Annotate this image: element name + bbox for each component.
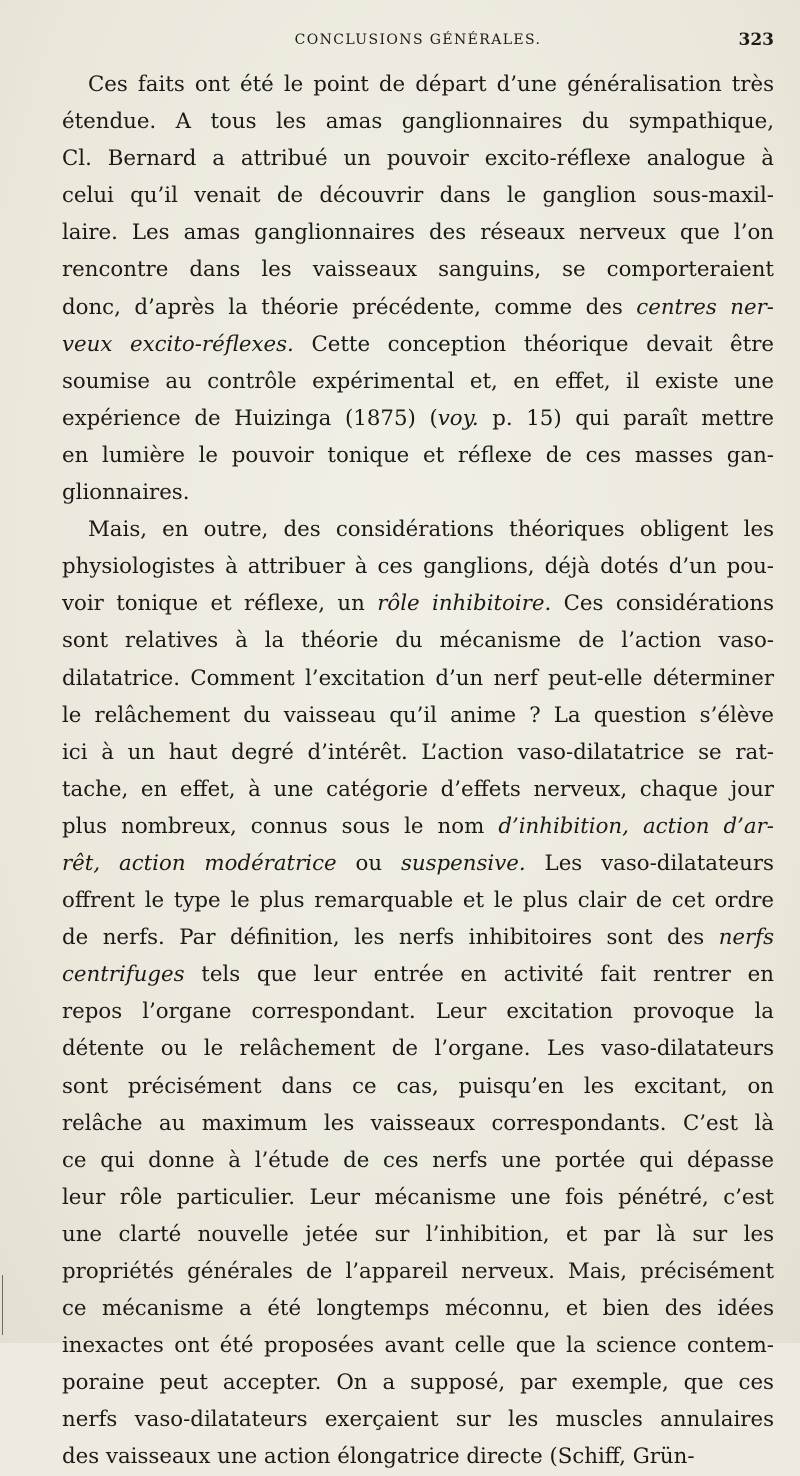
italic-text: rêt, action modératrice	[62, 850, 337, 876]
text-run: donc, d’après la théorie précédente, comme des	[62, 294, 637, 320]
text-line	[62, 251, 774, 288]
text-line	[62, 474, 774, 511]
italic-text: d’inhibition, action d’ar-	[498, 813, 774, 839]
text-line	[62, 1290, 774, 1327]
text-line	[62, 919, 774, 956]
page-number: 323	[738, 30, 774, 50]
text-run: rencontre dans les vaisseaux sanguins, se comporteraient	[62, 257, 774, 283]
paragraph	[62, 66, 774, 511]
text-line	[62, 1179, 774, 1216]
text-run: Ces faits ont été le point de départ d’une généralisation très	[88, 72, 774, 97]
text-run: physiologistes à attribuer à ces ganglions, déjà dotés d’un pou-	[62, 554, 774, 580]
italic-text: veux excito-réflexes.	[62, 331, 294, 357]
text-run: laire. Les amas ganglionnaires des réseaux nerveux que l’on	[62, 220, 774, 246]
text-run: ce mécanisme a été longtemps méconnu, et bien des idées	[62, 1296, 774, 1322]
text-run: propriétés générales de l’appareil nerveux. Mais, précisément	[62, 1259, 774, 1284]
text-run: une clarté nouvelle jetée sur l’inhibition, et par là sur les	[62, 1221, 774, 1247]
text-run: voir tonique et réflexe, un	[62, 591, 378, 617]
text-run: relâche au maximum les vaisseaux correspondants. C’est là	[62, 1110, 774, 1136]
italic-text: voy.	[437, 405, 479, 431]
text-run: expérience de Huizinga (1875) (	[62, 405, 438, 431]
text-line	[62, 1105, 774, 1142]
text-line	[62, 66, 774, 103]
text-run: Les vaso-dilatateurs	[525, 850, 774, 876]
text-line	[62, 956, 774, 993]
text-line	[62, 1364, 774, 1401]
text-run: sont relatives à la théorie du mécanisme de l’action vaso-	[62, 628, 774, 654]
text-run: inexactes ont été proposées avant celle que la science contem-	[62, 1333, 774, 1359]
text-run: p. 15) qui paraît mettre	[478, 405, 774, 431]
text-run: soumise au contrôle expérimental et, en effet, il existe une	[62, 368, 774, 394]
text-run: Cl. Bernard a attribué un pouvoir excito-réflexe analogue à	[62, 146, 774, 172]
text-run: tache, en effet, à une catégorie d’effets nerveux, chaque jour	[62, 776, 774, 802]
text-run: Cette conception théorique devait être	[293, 331, 775, 357]
text-line	[62, 103, 774, 140]
text-line	[62, 140, 774, 177]
text-line	[62, 177, 774, 214]
text-run: ici à un haut degré d’intérêt. L’action vaso-dilatatrice se rat-	[62, 739, 774, 765]
text-line	[62, 214, 774, 251]
text-line	[62, 882, 774, 919]
text-run: Mais, en outre, des considérations théoriques obligent les	[88, 517, 774, 543]
page-edge-mark	[2, 1275, 3, 1335]
text-line	[62, 289, 774, 326]
text-run: ce qui donne à l’étude de ces nerfs une portée qui dépasse	[62, 1147, 774, 1173]
text-run: offrent le type le plus remarquable et le plus clair de cet ordre	[62, 888, 774, 914]
text-line	[62, 548, 774, 585]
text-run: en lumière le pouvoir tonique et réflexe de ces masses gan-	[62, 442, 774, 468]
text-line	[62, 734, 774, 771]
text-run: nerfs vaso-dilatateurs exerçaient sur les muscles annulaires	[62, 1407, 774, 1433]
text-line	[62, 845, 774, 882]
text-line	[62, 326, 774, 363]
text-run: tels que leur entrée en activité fait rentrer en	[184, 962, 774, 988]
text-run: celui qu’il venait de découvrir dans le ganglion sous-maxil-	[62, 183, 774, 209]
text-line	[62, 511, 774, 548]
text-line	[62, 363, 774, 400]
italic-text: suspensive.	[400, 850, 526, 876]
text-run: glionnaires.	[62, 480, 190, 506]
italic-text: nerfs	[718, 925, 774, 951]
text-line	[62, 1401, 774, 1438]
text-run: Ces considérations	[551, 591, 774, 617]
text-run: poraine peut accepter. On a supposé, par exemple, que ces	[62, 1370, 774, 1396]
text-run: ou	[336, 850, 401, 876]
text-line	[62, 697, 774, 734]
text-run: dilatatrice. Comment l’excitation d’un nerf peut-elle déterminer	[62, 665, 774, 691]
text-run: sont précisément dans ce cas, puisqu’en les excitant, on	[62, 1073, 774, 1099]
italic-text: centrifuges	[62, 962, 185, 988]
text-line	[62, 1068, 774, 1105]
text-line	[62, 1327, 774, 1364]
text-line	[62, 771, 774, 808]
text-run: détente ou le relâchement de l’organe. Les vaso-dilatateurs	[62, 1036, 774, 1062]
text-line	[62, 1216, 774, 1253]
text-line	[62, 437, 774, 474]
text-line	[62, 1438, 774, 1475]
text-line	[62, 1253, 774, 1290]
text-run: repos l’organe correspondant. Leur excitation provoque la	[62, 999, 774, 1025]
text-run: étendue. A tous les amas ganglionnaires du sympathique,	[62, 109, 774, 135]
text-line	[62, 400, 774, 437]
body-text	[62, 66, 774, 1476]
paragraph	[62, 511, 774, 1475]
text-run: leur rôle particulier. Leur mécanisme une fois pénétré, c’est	[62, 1184, 774, 1210]
text-line	[62, 808, 774, 845]
text-line	[62, 622, 774, 659]
italic-text: centres ner-	[636, 294, 775, 320]
running-head	[62, 30, 774, 54]
text-run: de nerfs. Par définition, les nerfs inhibitoires sont des	[62, 925, 719, 951]
text-run: des vaisseaux une action élongatrice directe (Schiff, Grün-	[62, 1444, 695, 1470]
italic-text: rôle inhibitoire.	[377, 591, 552, 617]
text-line	[62, 993, 774, 1030]
text-line	[62, 585, 774, 622]
running-title: CONCLUSIONS GÉNÉRALES.	[294, 32, 542, 48]
text-run: plus nombreux, connus sous le nom	[62, 813, 499, 839]
text-run: le relâchement du vaisseau qu’il anime ? La question s’élève	[62, 702, 774, 728]
text-line	[62, 1142, 774, 1179]
text-line	[62, 660, 774, 697]
text-line	[62, 1030, 774, 1067]
